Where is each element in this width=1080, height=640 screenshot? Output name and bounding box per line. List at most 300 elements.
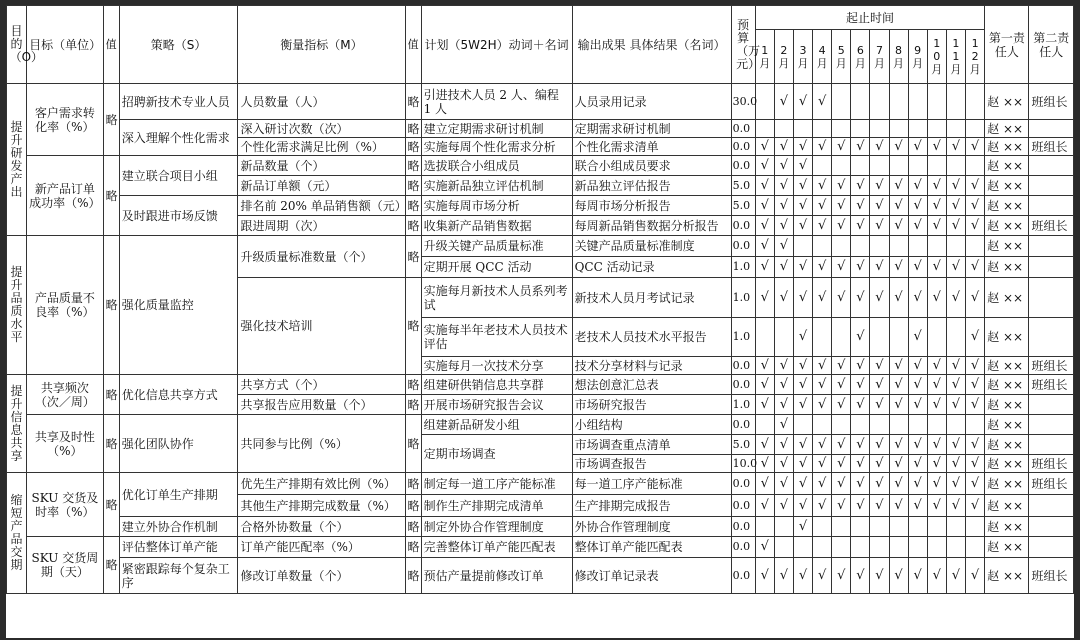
month-check-cell: √ [946, 357, 965, 375]
metric-cell: 订单产能匹配率（%） [238, 537, 405, 558]
month-check-cell: √ [851, 357, 870, 375]
month-check-cell [965, 537, 984, 558]
budget-cell: 1.0 [731, 318, 755, 357]
month-check-cell: √ [889, 495, 908, 517]
month-check-cell: √ [927, 176, 946, 196]
plan-cell: 实施每月一次技术分享 [421, 357, 572, 375]
month-check-cell: √ [793, 357, 812, 375]
purpose-cell: 提升信息共享 [7, 375, 27, 473]
month-check-cell: √ [870, 216, 889, 236]
month-header [870, 30, 889, 84]
metric-cell: 修改订单数量（个） [238, 558, 405, 594]
month-check-cell: √ [813, 216, 832, 236]
budget-cell: 5.0 [731, 435, 755, 455]
month-check-cell [927, 120, 946, 138]
header-period: 起止时间 [755, 6, 984, 30]
plan-cell: 定期开展 QCC 活动 [421, 257, 572, 278]
owner-1-cell: 赵 ×× [985, 84, 1029, 120]
month-check-cell: √ [832, 473, 851, 495]
plan-cell: 定期市场调查 [421, 435, 572, 473]
owner-1-cell: 赵 ×× [985, 156, 1029, 176]
output-cell: 关键产品质量标准制度 [572, 236, 731, 257]
month-check-cell: √ [793, 84, 812, 120]
plan-cell: 实施每半年老技术人员技术评估 [421, 318, 572, 357]
month-header [793, 30, 812, 84]
owner-2-cell: 班组长 [1029, 375, 1074, 395]
metric-value-cell: 略 [405, 236, 421, 278]
month-check-cell [946, 236, 965, 257]
plan-cell: 引进技术人员 2 人、编程 1 人 [421, 84, 572, 120]
month-check-cell: √ [946, 395, 965, 415]
table-row [7, 120, 1074, 138]
month-check-cell: √ [889, 455, 908, 473]
table-row [7, 84, 1074, 120]
goal-cell: 客户需求转化率（%） [27, 84, 103, 156]
month-check-cell: √ [870, 435, 889, 455]
metric-cell: 其他生产排期完成数量（%） [238, 495, 405, 517]
month-check-cell: √ [832, 558, 851, 594]
month-check-cell: √ [908, 395, 927, 415]
month-check-cell: √ [851, 435, 870, 455]
owner-1-cell: 赵 ×× [985, 415, 1029, 435]
budget-cell: 0.0 [731, 375, 755, 395]
month-check-cell [813, 120, 832, 138]
goal-cell: 新产品订单成功率（%） [27, 156, 103, 236]
owner-1-cell: 赵 ×× [985, 216, 1029, 236]
month-check-cell: √ [927, 278, 946, 318]
month-check-cell: √ [870, 375, 889, 395]
month-check-cell: √ [832, 375, 851, 395]
month-check-cell: √ [851, 138, 870, 156]
owner-2-cell [1029, 257, 1074, 278]
month-check-cell [927, 537, 946, 558]
strategy-cell: 优化订单生产排期 [119, 473, 238, 517]
budget-cell: 0.0 [731, 216, 755, 236]
month-check-cell: √ [965, 495, 984, 517]
output-cell: 每一道工序产能标准 [572, 473, 731, 495]
month-check-cell: √ [755, 216, 774, 236]
metric-value-cell: 略 [405, 375, 421, 395]
metric-value-cell: 略 [405, 517, 421, 537]
month-check-cell: √ [813, 196, 832, 216]
month-check-cell: √ [755, 558, 774, 594]
month-check-cell [774, 537, 793, 558]
owner-1-cell: 赵 ×× [985, 278, 1029, 318]
plan-cell: 实施每月新技术人员系列考试 [421, 278, 572, 318]
owner-1-cell: 赵 ×× [985, 318, 1029, 357]
month-check-cell: √ [774, 415, 793, 435]
plan-cell: 组建研供销信息共享群 [421, 375, 572, 395]
owner-2-cell [1029, 495, 1074, 517]
owner-1-cell: 赵 ×× [985, 537, 1029, 558]
owner-2-cell [1029, 236, 1074, 257]
table-body [7, 84, 1074, 594]
month-check-cell: √ [927, 196, 946, 216]
month-check-cell: √ [908, 473, 927, 495]
month-header [927, 30, 946, 84]
month-check-cell [908, 84, 927, 120]
month-check-cell: √ [851, 176, 870, 196]
owner-2-cell [1029, 156, 1074, 176]
goal-cell: 共享及时性（%） [27, 415, 103, 473]
purpose-cell: 缩短产品交期 [7, 473, 27, 594]
plan-cell: 建立定期需求研讨机制 [421, 120, 572, 138]
header-plan: 计划（5W2H）动词＋名词 [421, 6, 572, 84]
month-check-cell: √ [851, 318, 870, 357]
month-check-cell [793, 120, 812, 138]
month-check-cell: √ [813, 278, 832, 318]
document-page [6, 5, 1074, 638]
month-check-cell: √ [946, 196, 965, 216]
metric-cell: 优先生产排期有效比例（%） [238, 473, 405, 495]
month-check-cell [832, 318, 851, 357]
plan-cell: 制定外协合作管理制度 [421, 517, 572, 537]
month-check-cell [832, 120, 851, 138]
month-check-cell: √ [927, 375, 946, 395]
table-row [7, 375, 1074, 395]
month-label: 11月 [950, 37, 962, 76]
month-label: 9月 [912, 43, 924, 70]
month-check-cell: √ [832, 257, 851, 278]
month-check-cell: √ [965, 196, 984, 216]
output-cell: 个性化需求清单 [572, 138, 731, 156]
month-check-cell [813, 537, 832, 558]
month-check-cell: √ [832, 395, 851, 415]
month-check-cell: √ [813, 176, 832, 196]
month-check-cell: √ [774, 138, 793, 156]
month-check-cell [870, 236, 889, 257]
header-metric: 衡量指标（M） [238, 6, 405, 84]
month-check-cell [774, 120, 793, 138]
strategy-cell: 强化质量监控 [119, 236, 238, 375]
budget-cell: 0.0 [731, 558, 755, 594]
month-check-cell: √ [870, 395, 889, 415]
metric-cell: 合格外协数量（个） [238, 517, 405, 537]
goal-cell: 产品质量不良率（%） [27, 236, 103, 375]
metric-cell: 强化技术培训 [238, 278, 405, 375]
table-row [7, 415, 1074, 435]
month-check-cell: √ [889, 558, 908, 594]
month-check-cell: √ [793, 176, 812, 196]
budget-cell: 0.0 [731, 537, 755, 558]
month-check-cell: √ [774, 278, 793, 318]
metric-cell: 新品数量（个） [238, 156, 405, 176]
month-check-cell: √ [889, 473, 908, 495]
month-check-cell: √ [832, 138, 851, 156]
month-check-cell: √ [889, 196, 908, 216]
month-check-cell: √ [755, 156, 774, 176]
month-check-cell [927, 517, 946, 537]
month-check-cell: √ [755, 495, 774, 517]
month-check-cell: √ [965, 357, 984, 375]
goal-value-cell: 略 [103, 156, 119, 236]
budget-cell: 0.0 [731, 473, 755, 495]
month-check-cell [813, 318, 832, 357]
month-check-cell: √ [755, 278, 774, 318]
month-check-cell [908, 236, 927, 257]
month-header [851, 30, 870, 84]
output-cell: 生产排期完成报告 [572, 495, 731, 517]
metric-value-cell: 略 [405, 84, 421, 120]
month-check-cell: √ [774, 236, 793, 257]
month-check-cell [965, 415, 984, 435]
metric-cell: 深入研讨次数（次） [238, 120, 405, 138]
strategy-cell: 建立外协合作机制 [119, 517, 238, 537]
purpose-cell: 提升品质水平 [7, 236, 27, 375]
month-check-cell [813, 236, 832, 257]
month-check-cell: √ [755, 473, 774, 495]
budget-cell: 0.0 [731, 236, 755, 257]
month-check-cell: √ [908, 216, 927, 236]
month-check-cell: √ [946, 278, 965, 318]
month-check-cell: √ [755, 455, 774, 473]
month-check-cell: √ [908, 138, 927, 156]
month-check-cell: √ [832, 435, 851, 455]
month-check-cell: √ [755, 375, 774, 395]
metric-value-cell: 略 [405, 558, 421, 594]
month-check-cell [832, 537, 851, 558]
month-check-cell [755, 84, 774, 120]
month-header [946, 30, 965, 84]
owner-1-cell: 赵 ×× [985, 196, 1029, 216]
month-check-cell: √ [889, 435, 908, 455]
month-check-cell: √ [813, 138, 832, 156]
month-check-cell: √ [870, 495, 889, 517]
month-check-cell: √ [889, 375, 908, 395]
month-check-cell [927, 415, 946, 435]
plan-cell: 制作生产排期完成清单 [421, 495, 572, 517]
month-check-cell: √ [851, 375, 870, 395]
month-label: 2月 [778, 43, 790, 70]
budget-cell: 1.0 [731, 278, 755, 318]
month-check-cell [889, 415, 908, 435]
owner-2-cell: 班组长 [1029, 138, 1074, 156]
month-check-cell: √ [851, 558, 870, 594]
month-check-cell: √ [832, 495, 851, 517]
month-check-cell [870, 120, 889, 138]
month-check-cell [832, 84, 851, 120]
month-check-cell: √ [889, 357, 908, 375]
month-check-cell [851, 120, 870, 138]
month-check-cell [908, 517, 927, 537]
owner-1-cell: 赵 ×× [985, 455, 1029, 473]
strategy-cell: 及时跟进市场反馈 [119, 196, 238, 236]
metric-cell: 升级质量标准数量（个） [238, 236, 405, 278]
month-check-cell: √ [774, 435, 793, 455]
budget-cell: 0.0 [731, 495, 755, 517]
month-check-cell: √ [870, 196, 889, 216]
header-value-metric: 值 [405, 6, 421, 84]
month-header [832, 30, 851, 84]
metric-cell: 跟进周期（次） [238, 216, 405, 236]
metric-value-cell: 略 [405, 278, 421, 375]
plan-cell: 实施新品独立评估机制 [421, 176, 572, 196]
budget-cell: 0.0 [731, 415, 755, 435]
month-check-cell: √ [965, 138, 984, 156]
month-check-cell [851, 156, 870, 176]
month-check-cell: √ [889, 257, 908, 278]
month-check-cell: √ [774, 176, 793, 196]
month-check-cell: √ [851, 473, 870, 495]
month-check-cell: √ [755, 236, 774, 257]
owner-2-cell [1029, 278, 1074, 318]
month-check-cell: √ [946, 455, 965, 473]
month-label: 3月 [797, 43, 809, 70]
month-check-cell: √ [755, 395, 774, 415]
goal-cell: SKU 交货周期（天） [27, 537, 103, 594]
header-budget: 预算（万元） [731, 6, 755, 84]
month-check-cell: √ [793, 375, 812, 395]
metric-cell: 新品订单额（元） [238, 176, 405, 196]
month-check-cell: √ [774, 455, 793, 473]
header-owner-2: 第二责任人 [1029, 6, 1074, 84]
month-check-cell [889, 156, 908, 176]
plan-cell: 升级关键产品质量标准 [421, 236, 572, 257]
month-check-cell [813, 415, 832, 435]
month-check-cell: √ [774, 558, 793, 594]
month-check-cell: √ [755, 435, 774, 455]
month-check-cell [946, 318, 965, 357]
owner-2-cell [1029, 120, 1074, 138]
month-check-cell: √ [908, 318, 927, 357]
table-row [7, 558, 1074, 594]
month-check-cell [774, 318, 793, 357]
owner-2-cell [1029, 395, 1074, 415]
goal-value-cell: 略 [103, 415, 119, 473]
month-check-cell: √ [832, 176, 851, 196]
owner-1-cell: 赵 ×× [985, 176, 1029, 196]
table-row [7, 196, 1074, 216]
month-check-cell: √ [813, 558, 832, 594]
budget-cell: 5.0 [731, 196, 755, 216]
month-check-cell: √ [908, 196, 927, 216]
month-check-cell [832, 517, 851, 537]
month-check-cell [965, 156, 984, 176]
month-check-cell: √ [946, 176, 965, 196]
month-check-cell: √ [927, 357, 946, 375]
month-check-cell: √ [965, 375, 984, 395]
month-check-cell: √ [774, 495, 793, 517]
output-cell: 人员录用记录 [572, 84, 731, 120]
month-check-cell: √ [851, 455, 870, 473]
strategy-cell: 评估整体订单产能 [119, 537, 238, 558]
month-check-cell: √ [946, 473, 965, 495]
month-check-cell: √ [965, 318, 984, 357]
owner-2-cell [1029, 517, 1074, 537]
month-check-cell: √ [965, 395, 984, 415]
owner-2-cell [1029, 435, 1074, 455]
goal-value-cell: 略 [103, 375, 119, 415]
month-check-cell [793, 236, 812, 257]
month-check-cell [870, 156, 889, 176]
month-check-cell [908, 120, 927, 138]
month-check-cell: √ [927, 435, 946, 455]
month-check-cell [755, 517, 774, 537]
month-check-cell: √ [870, 473, 889, 495]
month-check-cell: √ [927, 257, 946, 278]
strategy-cell: 招聘新技术专业人员 [119, 84, 238, 120]
month-check-cell: √ [755, 176, 774, 196]
month-label: 12月 [969, 37, 981, 76]
month-check-cell [851, 517, 870, 537]
month-check-cell: √ [813, 435, 832, 455]
budget-cell: 0.0 [731, 138, 755, 156]
output-cell: 修改订单记录表 [572, 558, 731, 594]
owner-2-cell: 班组长 [1029, 216, 1074, 236]
month-check-cell: √ [965, 435, 984, 455]
month-check-cell: √ [946, 257, 965, 278]
month-check-cell: √ [965, 455, 984, 473]
output-cell: 新技术人员月考试记录 [572, 278, 731, 318]
output-cell: 整体订单产能匹配表 [572, 537, 731, 558]
owner-1-cell: 赵 ×× [985, 395, 1029, 415]
table-row [7, 517, 1074, 537]
month-check-cell: √ [793, 138, 812, 156]
budget-cell: 0.0 [731, 120, 755, 138]
month-check-cell: √ [870, 357, 889, 375]
month-check-cell [774, 517, 793, 537]
month-check-cell [965, 236, 984, 257]
purpose-cell: 提升研发产出 [7, 84, 27, 236]
month-check-cell: √ [793, 216, 812, 236]
owner-1-cell: 赵 ×× [985, 435, 1029, 455]
metric-value-cell: 略 [405, 216, 421, 236]
month-check-cell: √ [965, 176, 984, 196]
month-check-cell: √ [774, 257, 793, 278]
budget-cell: 1.0 [731, 257, 755, 278]
goal-value-cell: 略 [103, 537, 119, 594]
header-strategy: 策略（S） [119, 6, 238, 84]
month-check-cell [832, 236, 851, 257]
owner-2-cell [1029, 176, 1074, 196]
month-check-cell: √ [908, 357, 927, 375]
month-check-cell: √ [813, 395, 832, 415]
metric-cell: 共同参与比例（%） [238, 415, 405, 473]
month-check-cell: √ [870, 558, 889, 594]
owner-1-cell: 赵 ×× [985, 257, 1029, 278]
month-check-cell: √ [832, 196, 851, 216]
month-check-cell: √ [965, 473, 984, 495]
month-check-cell [927, 236, 946, 257]
month-check-cell [908, 156, 927, 176]
output-cell: QCC 活动记录 [572, 257, 731, 278]
month-check-cell [793, 537, 812, 558]
metric-cell: 人员数量（人） [238, 84, 405, 120]
month-check-cell: √ [832, 455, 851, 473]
budget-cell: 0.0 [731, 517, 755, 537]
strategy-cell: 深入理解个性化需求 [119, 120, 238, 156]
owner-1-cell: 赵 ×× [985, 236, 1029, 257]
plan-cell: 实施每周市场分析 [421, 196, 572, 216]
output-cell: 每周新品销售数据分析报告 [572, 216, 731, 236]
month-check-cell [851, 84, 870, 120]
month-check-cell: √ [813, 375, 832, 395]
month-check-cell: √ [908, 435, 927, 455]
output-cell: 定期需求研讨机制 [572, 120, 731, 138]
owner-2-cell: 班组长 [1029, 558, 1074, 594]
month-check-cell: √ [851, 216, 870, 236]
month-check-cell: √ [927, 138, 946, 156]
owner-2-cell [1029, 196, 1074, 216]
month-check-cell: √ [774, 473, 793, 495]
month-check-cell: √ [813, 357, 832, 375]
month-check-cell: √ [793, 257, 812, 278]
table-row [7, 236, 1074, 257]
output-cell: 每周市场分析报告 [572, 196, 731, 216]
month-label: 6月 [854, 43, 866, 70]
month-check-cell: √ [774, 196, 793, 216]
month-check-cell: √ [774, 375, 793, 395]
